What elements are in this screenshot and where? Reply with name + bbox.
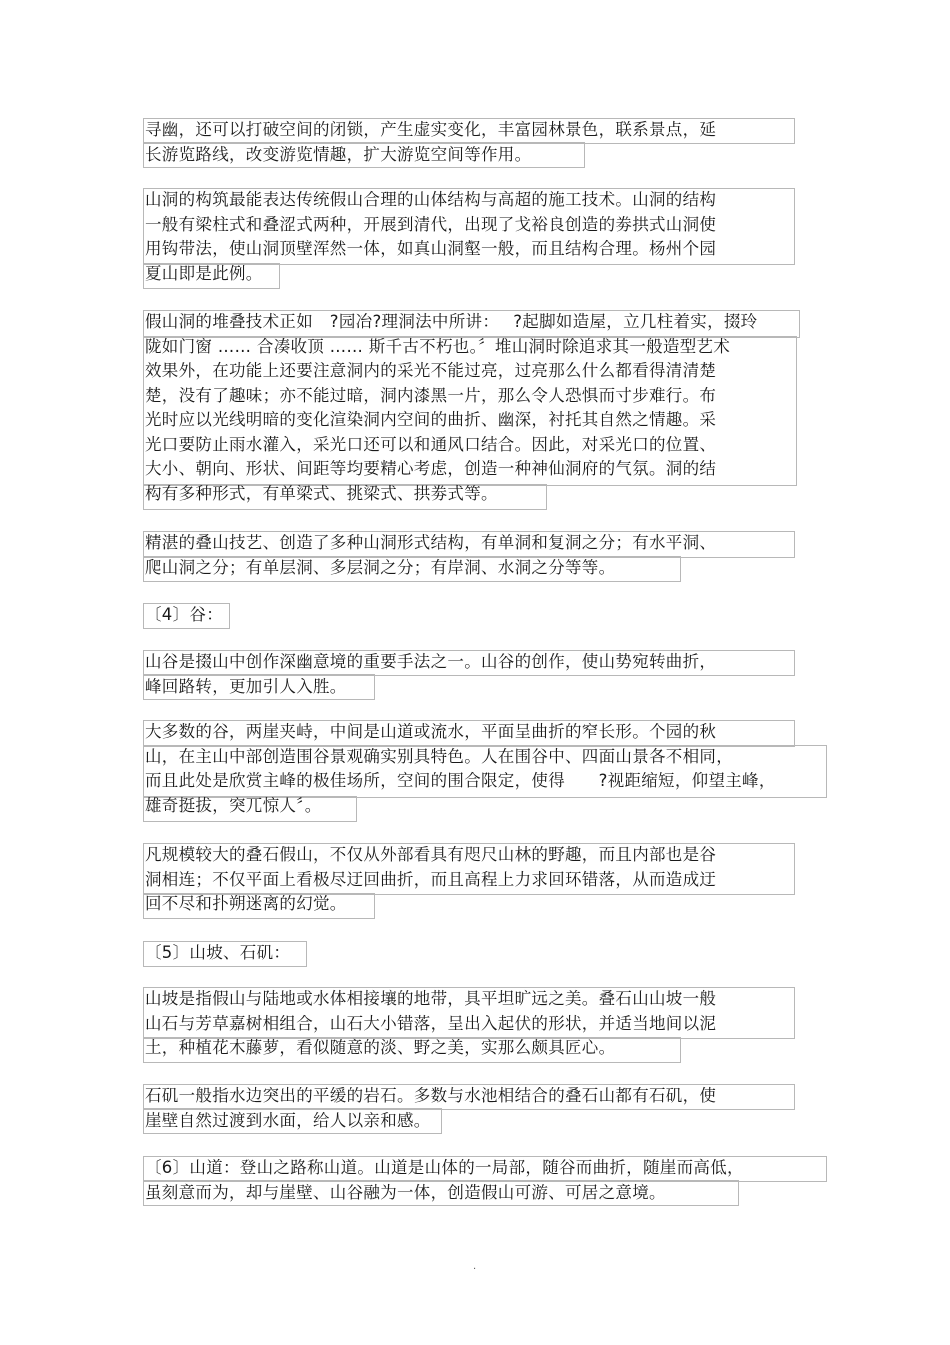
page-footer-mark: . — [473, 1261, 477, 1272]
section-heading — [145, 603, 223, 628]
paragraph — [145, 310, 757, 506]
text-line: 山谷是掇山中创作深幽意境的重要手法之一。山谷的创作，使山势宛转曲折， — [145, 652, 717, 671]
heading-text: 〔4〕谷： — [145, 605, 223, 624]
text-line: 长游览路线，改变游览情趣，扩大游览空间等作用。 — [145, 144, 532, 164]
text-line: 凡规模较大的叠石假山，不仅从外部看具有咫尺山林的野趣，而且内部也是谷 — [145, 845, 717, 864]
text-line: 雄奇挺拔，突兀惊人〞。 — [145, 795, 322, 815]
text-line: 而且此处是欣赏主峰的极佳场所，空间的围合限定，使得 ?视距缩短，仰望主峰， — [145, 771, 776, 790]
text-line: 石矶一般指水边突出的平缓的岩石。多数与水池相结合的叠石山都有石矶，使 — [145, 1086, 717, 1105]
text-line: 用钩带法，使山洞顶壁浑然一体，如真山洞壑一般，而且结构合理。杨州个园 — [145, 239, 717, 258]
paragraph — [145, 188, 716, 286]
text-line: 假山洞的堆叠技术正如 ?园冶?理洞法中所讲： ?起脚如造屋，立几柱着实，掇玲 — [145, 312, 758, 331]
text-line: 爬山洞之分；有单层洞、多层洞之分；有岸洞、水洞之分等等。 — [145, 557, 616, 577]
text-line: 山，在主山中部创造围谷景观确实别具特色。人在围谷中、四面山景各不相同， — [145, 746, 733, 766]
paragraph — [145, 843, 716, 917]
text-line: 精湛的叠山技艺、创造了多种山洞形式结构，有单洞和复洞之分；有水平洞、 — [145, 533, 717, 552]
paragraph — [145, 987, 716, 1061]
text-line: 陇如门窗 …… 合凑收顶 …… 斯千古不朽也。〞堆山洞时除追求其一般造型艺术 — [145, 336, 731, 356]
paragraph — [145, 1084, 716, 1133]
paragraph — [145, 650, 716, 699]
text-line: 土，种植花木藤萝，看似随意的淡、野之美，实那么颇具匠心。 — [145, 1038, 616, 1057]
text-line: 回不尽和扑朔迷离的幻觉。 — [145, 894, 347, 913]
text-line: 楚，没有了趣味；亦不能过暗，洞内漆黑一片，那么令人恐惧而寸步难行。布 — [145, 385, 717, 405]
text-line: 夏山即是此例。 — [145, 263, 263, 283]
paragraph — [145, 118, 716, 167]
text-line: 构有多种形式，有单梁式、挑梁式、拱劵式等。 — [145, 483, 498, 503]
text-line: 光时应以光线明暗的变化渲染洞内空间的曲折、幽深，衬托其自然之情趣。采 — [145, 410, 717, 429]
heading-text: 〔5〕山坡、石矶： — [145, 943, 291, 962]
text-line: 效果外，在功能上还要注意洞内的采光不能过亮，过亮那么什么都看得清清楚 — [145, 361, 717, 380]
text-line: 大小、朝向、形状、间距等均要精心考虑，创造一种神仙洞府的气氛。洞的结 — [145, 459, 717, 478]
paragraph — [145, 1156, 744, 1205]
text-line: 大多数的谷，两崖夹峙，中间是山道或流水，平面呈曲折的窄长形。个园的秋 — [145, 722, 717, 741]
text-line: 寻幽，还可以打破空间的闭锁，产生虚实变化，丰富园林景色，联系景点，延 — [145, 120, 717, 139]
text-line: 山洞的构筑最能表达传统假山合理的山体结构与高超的施工技术。山洞的结构 — [145, 190, 717, 209]
text-line: 山坡是指假山与陆地或水体相接壤的地带，具平坦旷远之美。叠石山山坡一般 — [145, 989, 717, 1008]
text-line: 峰回路转，更加引人入胜。 — [145, 676, 347, 696]
text-line: 洞相连；不仅平面上看极尽迂回曲折，而且高程上力求回环错落，从而造成迂 — [145, 869, 717, 889]
text-line: 光口要防止雨水灌入，采光口还可以和通风口结合。因此，对采光口的位置、 — [145, 434, 717, 454]
text-line: 虽刻意而为，却与崖壁、山谷融为一体，创造假山可游、可居之意境。 — [145, 1182, 666, 1202]
text-line: 山石与芳草嘉树相组合，山石大小错落，呈出入起伏的形状，并适当地间以泥 — [145, 1013, 717, 1033]
paragraph — [145, 531, 716, 580]
text-line: 崖壁自然过渡到水面，给人以亲和感。 — [145, 1110, 431, 1130]
text-line: 〔6〕山道：登山之路称山道。山道是山体的一局部，随谷而曲折，随崖而高低， — [145, 1158, 744, 1177]
paragraph — [145, 720, 776, 818]
section-heading — [145, 941, 290, 966]
text-line: 一般有梁柱式和叠涩式两种，开展到清代，出现了戈裕良创造的劵拱式山洞使 — [145, 214, 717, 234]
